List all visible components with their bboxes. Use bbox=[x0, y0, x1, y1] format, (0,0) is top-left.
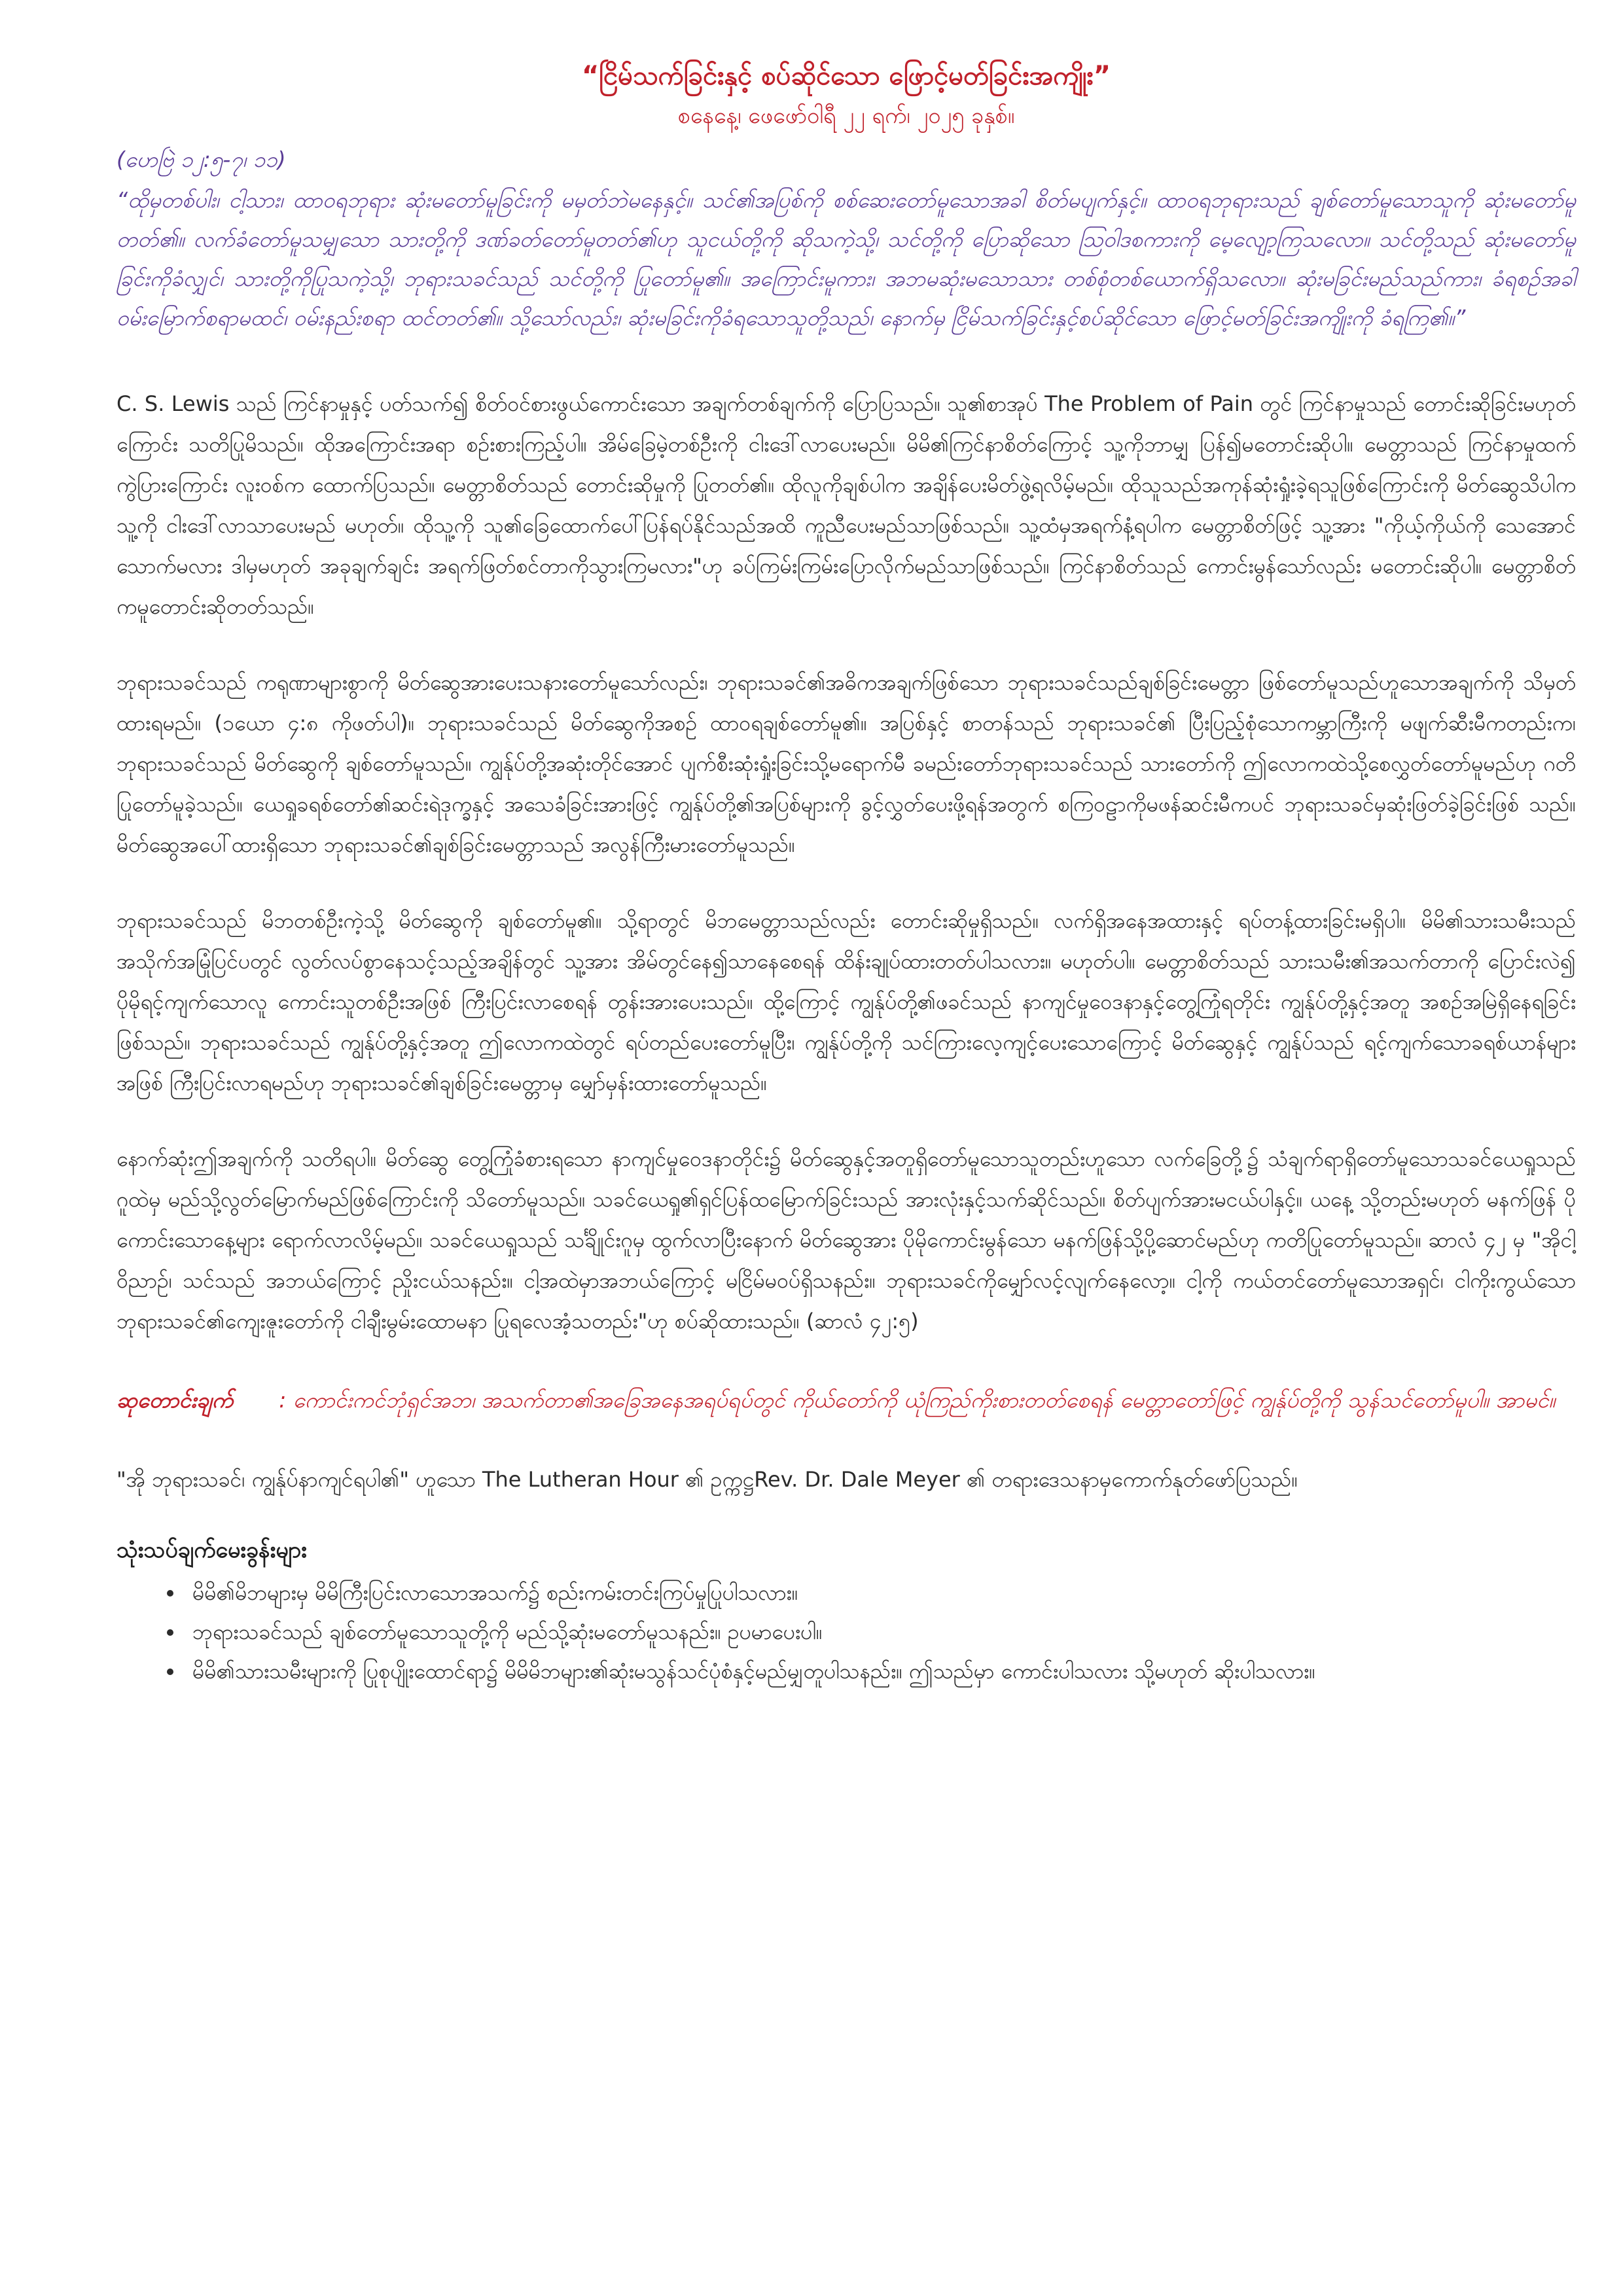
prayer-text: : ကောင်းကင်ဘုံရှင်အဘ၊ အသက်တာ၏အခြေအနေအရပ်ရပ်တွင် ကိုယ်တော်ကို ယုံကြည်ကိုးစားတတ်စေရန် မေတ္တာတော်ဖြင့် ကျွန်ုပ်တို့ကို သွန်သင်တော်မူပါ။ အာမင်။ bbox=[279, 1387, 1556, 1413]
page-title: “ငြိမ်သက်ခြင်းနှင့် စပ်ဆိုင်သော ဖြောင့်မတ်ခြင်းအကျိုး” bbox=[581, 61, 1111, 91]
body-paragraph-2: ဘုရားသခင်သည် ကရုဏာများစွာကို မိတ်ဆွေအားပေးသနားတော်မူသော်လည်း၊ ဘုရားသခင်၏အဓိကအချက်ဖြစ်သော ဘုရားသခင်သည်ချစ်ခြင်းမေတ္တာ ဖြစ်တော်မူသည်ဟူသောအချက်ကို သိမှတ်ထားရမည်။ (၁ယော ၄:၈ ကိုဖတ်ပါ)။ ဘုရားသခင်သည် မိတ်ဆွေကိုအစဉ် ထာဝရချစ်တော်မူ၏။ အပြစ်နှင့် စာတန်သည် ဘုရားသခင်၏ ပြီးပြည့်စုံသောကမ္ဘာကြီးကို မဖျက်ဆီးမီကတည်းက၊ ဘုရားသခင်သည် မိတ်ဆွေကို ချစ်တော်မူသည်။ ကျွန်ုပ်တို့အဆုံးတိုင်အောင် ပျက်စီးဆုံးရှုံးခြင်းသို့မရောက်မီ ခမည်းတော်ဘုရားသခင်သည် သားတော်ကို ဤလောကထဲသို့စေလွှတ်တော်မူမည်ဟု ဂတိပြုတော်မူခဲ့သည်။ ယေရှုခရစ်တော်၏ဆင်းရဲဒုက္ခနှင့် အသေခံခြင်းအားဖြင့် ကျွန်ုပ်တို့၏အပြစ်များကို ခွင့်လွှတ်ပေးဖို့ရန်အတွက် စကြဝဠာကိုမဖန်ဆင်းမီကပင် ဘုရားသခင်မှဆုံးဖြတ်ခဲ့ခြင်းဖြစ် သည်။ မိတ်ဆွေအပေါ်ထားရှိသော ဘုရားသခင်၏ချစ်ခြင်းမေတ္တာသည် အလွန်ကြီးမားတော်မူသည်။ bbox=[116, 670, 1577, 857]
prayer-section bbox=[116, 1381, 1576, 1420]
scripture-quote: “ထိုမှတစ်ပါး၊ ငါ့သား၊ ထာဝရဘုရား ဆုံးမတော်မူခြင်းကို မမှတ်ဘဲမနေနှင့်။ သင်၏အပြစ်ကို စစ်ဆေးတော်မူသောအခါ စိတ်မပျက်နှင့်။ ထာဝရဘုရားသည် ချစ်တော်မူသောသူကို ဆုံးမတော်မူတတ်၏။ လက်ခံတော်မူသမျှသော သားတို့ကို ဒဏ်ခတ်တော်မူတတ်၏ဟု သူငယ်တို့ကို ဆိုသကဲ့သို့၊ သင်တို့ကို ပြောဆိုသော ဩဝါဒစကားကို မေ့လျော့ကြသလော။ သင်တို့သည် ဆုံးမတော်မူခြင်းကိုခံလျှင်၊ သားတို့ကိုပြုသကဲ့သို့၊ ဘုရားသခင်သည် သင်တို့ကို ပြုတော်မူ၏။ အကြောင်းမူကား၊ အဘမဆုံးမသောသား တစ်စုံတစ်ယောက်ရှိသလော။ ဆုံးမခြင်းမည်သည်ကား၊ ခံရစဉ်အခါ ဝမ်းမြောက်စရာမထင်၊ ဝမ်းနည်းစရာ ထင်တတ်၏။ သို့သော်လည်း၊ ဆုံးမခြင်းကိုခံရသောသူတို့သည်၊ နောက်မှ ငြိမ်သက်ခြင်းနှင့်စပ်ဆိုင်သော ဖြောင့်မတ်ခြင်းအကျိုးကို ခံရကြ၏။” bbox=[116, 187, 1576, 330]
body-paragraph-4: နောက်ဆုံးဤအချက်ကို သတိရပါ။ မိတ်ဆွေ တွေ့ကြုံခံစားရသော နာကျင်မှုဝေဒနာတိုင်း၌ မိတ်ဆွေနှင့်အတူရှိတော်မူသောသူတည်းဟူသော လက်ခြေတို့၌ သံချက်ရာရှိတော်မူသောသခင်ယေရှုသည် ဂူထဲမှ မည်သို့လွတ်မြောက်မည်ဖြစ်ကြောင်းကို သိတော်မူသည်။ သခင်ယေရှု၏ရှင်ပြန်ထမြောက်ခြင်းသည် အားလုံးနှင့်သက်ဆိုင်သည်။ စိတ်ပျက်အားမငယ်ပါနှင့်။ ယနေ့ သို့တည်းမဟုတ် မနက်ဖြန် ပိုကောင်းသောနေ့များ ရောက်လာလိမ့်မည်။ သခင်ယေရှုသည် သင်္ချိုင်းဂူမှ ထွက်လာပြီးနောက် မိတ်ဆွေအား ပိုမိုကောင်းမွန်သော မနက်ဖြန်သို့ပို့ဆောင်မည်ဟု ကတိပြုတော်မူသည်။ ဆာလံ ၄၂ မှ "အိုငါ့ဝိညာဉ်၊ သင်သည် အဘယ်ကြောင့် ညှိုးငယ်သနည်း။ ငါ့အထဲမှာအဘယ်ကြောင့် မငြိမ်မဝပ်ရှိသနည်း။ ဘုရားသခင်ကိုမျှော်လင့်လျက်နေလော့။ ငါ့ကို ကယ်တင်တော်မူသောအရှင်၊ ငါကိုးကွယ်သော ဘုရားသခင်၏ကျေးဇူးတော်ကို ငါချီးမွမ်းထောမနာ ပြုရလေအံ့သတည်း"ဟု စပ်ဆိုထားသည်။ (ဆာလံ ၄၂:၅) bbox=[116, 1146, 1576, 1333]
reflection-heading: သုံးသပ်ချက်မေးခွန်းများ bbox=[116, 1537, 307, 1563]
source-credit: "အို ဘုရားသခင်၊ ကျွန်ုပ်နာကျင်ရပါ၏" ဟူသော The Lutheran Hour ၏ ဥက္ကဋ္ဌRev. Dr. Dale Meyer ၏ တရားဒေသနာမှကောက်နုတ်ဖော်ပြသည်။ bbox=[116, 1467, 1298, 1492]
scripture-reference: (ဟေဗြဲ ၁၂:၅-၇၊ ၁၁) bbox=[116, 147, 286, 172]
reflection-question: • မိမိ၏သားသမီးများကို ပြုစုပျိုးထောင်ရာ၌ မိမိမိဘများ၏ဆုံးမသွန်သင်ပုံစံနှင့်မည်မျှတူပါသနည်း။ ဤသည်မှာ ကောင်းပါသလား သို့မဟုတ် ဆိုးပါသလား။ bbox=[185, 1651, 1576, 1691]
body-paragraph-3: ဘုရားသခင်သည် မိဘတစ်ဦးကဲ့သို့ မိတ်ဆွေကို ချစ်တော်မူ၏။ သို့ရာတွင် မိဘမေတ္တာသည်လည်း တောင်းဆိုမှုရှိသည်။ လက်ရှိအနေအထားနှင့် ရပ်တန့်ထားခြင်းမရှိပါ။ မိမိ၏သားသမီးသည် အသိုက်အမြုံပြင်ပတွင် လွတ်လပ်စွာနေသင့်သည့်အချိန်တွင် သူ့အား အိမ်တွင်နေ၍သာနေစေရန် ထိန်းချုပ်ထားတတ်ပါသလား။ မဟုတ်ပါ။ မေတ္တာစိတ်သည် သားသမီး၏အသက်တာကို ပြောင်းလဲ၍ ပိုမိုရင့်ကျက်သောလူ ကောင်းသူတစ်ဦးအဖြစ် ကြီးပြင်းလာစေရန် တွန်းအားပေးသည်။ ထို့ကြောင့် ကျွန်ုပ်တို့၏ဖခင်သည် နာကျင်မှုဝေဒနာနှင့်တွေ့ကြုံရတိုင်း ကျွန်ုပ်တို့နှင့်အတူ အစဉ်အမြဲရှိနေရခြင်းဖြစ်သည်။ ဘုရားသခင်သည် ကျွန်ုပ်တို့နှင့်အတူ ဤလောကထဲတွင် ရပ်တည်ပေးတော်မူပြီး၊ ကျွန်ုပ်တို့ကို သင်ကြားလေ့ကျင့်ပေးသောကြောင့် မိတ်ဆွေနှင့် ကျွန်ုပ်သည် ရင့်ကျက်သောခရစ်ယာန်များအဖြစ် ကြီးပြင်းလာရမည်ဟု ဘုရားသခင်၏ချစ်ခြင်းမေတ္တာမှ မျှော်မှန်းထားတော်မူသည်။ bbox=[116, 908, 1577, 1095]
prayer-label: ဆုတောင်းချက် bbox=[116, 1387, 234, 1413]
reflection-question: • ဘုရားသခင်သည် ချစ်တော်မူသောသူတို့ကို မည်သို့ဆုံးမတော်မူသနည်း။ ဥပမာပေးပါ။ bbox=[185, 1612, 1576, 1651]
page-date: စနေနေ့၊ ဖေဖော်ဝါရီ ၂၂ ရက်၊ ၂၀၂၅ ခုနှစ်။ bbox=[677, 103, 1015, 129]
devotional-page bbox=[116, 52, 1576, 1691]
reflection-question: • မိမိ၏မိဘများမှ မိမိကြီးပြင်းလာသောအသက်၌ စည်းကမ်းတင်းကြပ်မှုပြုပါသလား။ bbox=[185, 1573, 1576, 1612]
reflection-question-list bbox=[116, 1573, 1576, 1691]
body-paragraph-1: C. S. Lewis သည် ကြင်နာမှုနှင့် ပတ်သက်၍ စိတ်ဝင်စားဖွယ်ကောင်းသော အချက်တစ်ချက်ကို ပြောပြသည်။ သူ၏စာအုပ် The Problem of Pain တွင် ကြင်နာမှုသည် တောင်းဆိုခြင်းမဟုတ်ကြောင်း သတိပြုမိသည်။ ထိုအကြောင်းအရာ စဉ်းစားကြည့်ပါ။ အိမ်ခြေမဲ့တစ်ဦးကို ငါးဒေါ်လာပေးမည်။ မိမိ၏ကြင်နာစိတ်ကြောင့် သူ့ကိုဘာမျှ ပြန်၍မတောင်းဆိုပါ။ မေတ္တာသည် ကြင်နာမှုထက် ကွဲပြားကြောင်း လူးဝစ်က ထောက်ပြသည်။ မေတ္တာစိတ်သည် တောင်းဆိုမှုကို ပြုတတ်၏။ ထိုလူကိုချစ်ပါက အချိန်ပေးမိတ်ဖွဲ့ရလိမ့်မည်။ ထိုသူသည်အကုန်ဆုံးရှုံးခဲ့ရသူဖြစ်ကြောင်းကို မိတ်ဆွေသိပါက သူ့ကို ငါးဒေါ်လာသာပေးမည် မဟုတ်။ ထိုသူ့ကို သူ၏ခြေထောက်ပေါ်ပြန်ရပ်နိုင်သည်အထိ ကူညီပေးမည်သာဖြစ်သည်။ သူ့ထံမှအရက်နံ့ရပါက မေတ္တာစိတ်ဖြင့် သူ့အား "ကိုယ့်ကိုယ်ကို သေအောင်သောက်မလား ဒါမှမဟုတ် အခုချက်ချင်း အရက်ဖြတ်စင်တာကိုသွားကြမလား"ဟု ခပ်ကြမ်းကြမ်းပြောလိုက်မည်သာဖြစ်သည်။ ကြင်နာစိတ်သည် ကောင်းမွန်သော်လည်း မတောင်းဆိုပါ။ မေတ္တာစိတ်ကမူတောင်းဆိုတတ်သည်။ bbox=[116, 391, 1576, 619]
